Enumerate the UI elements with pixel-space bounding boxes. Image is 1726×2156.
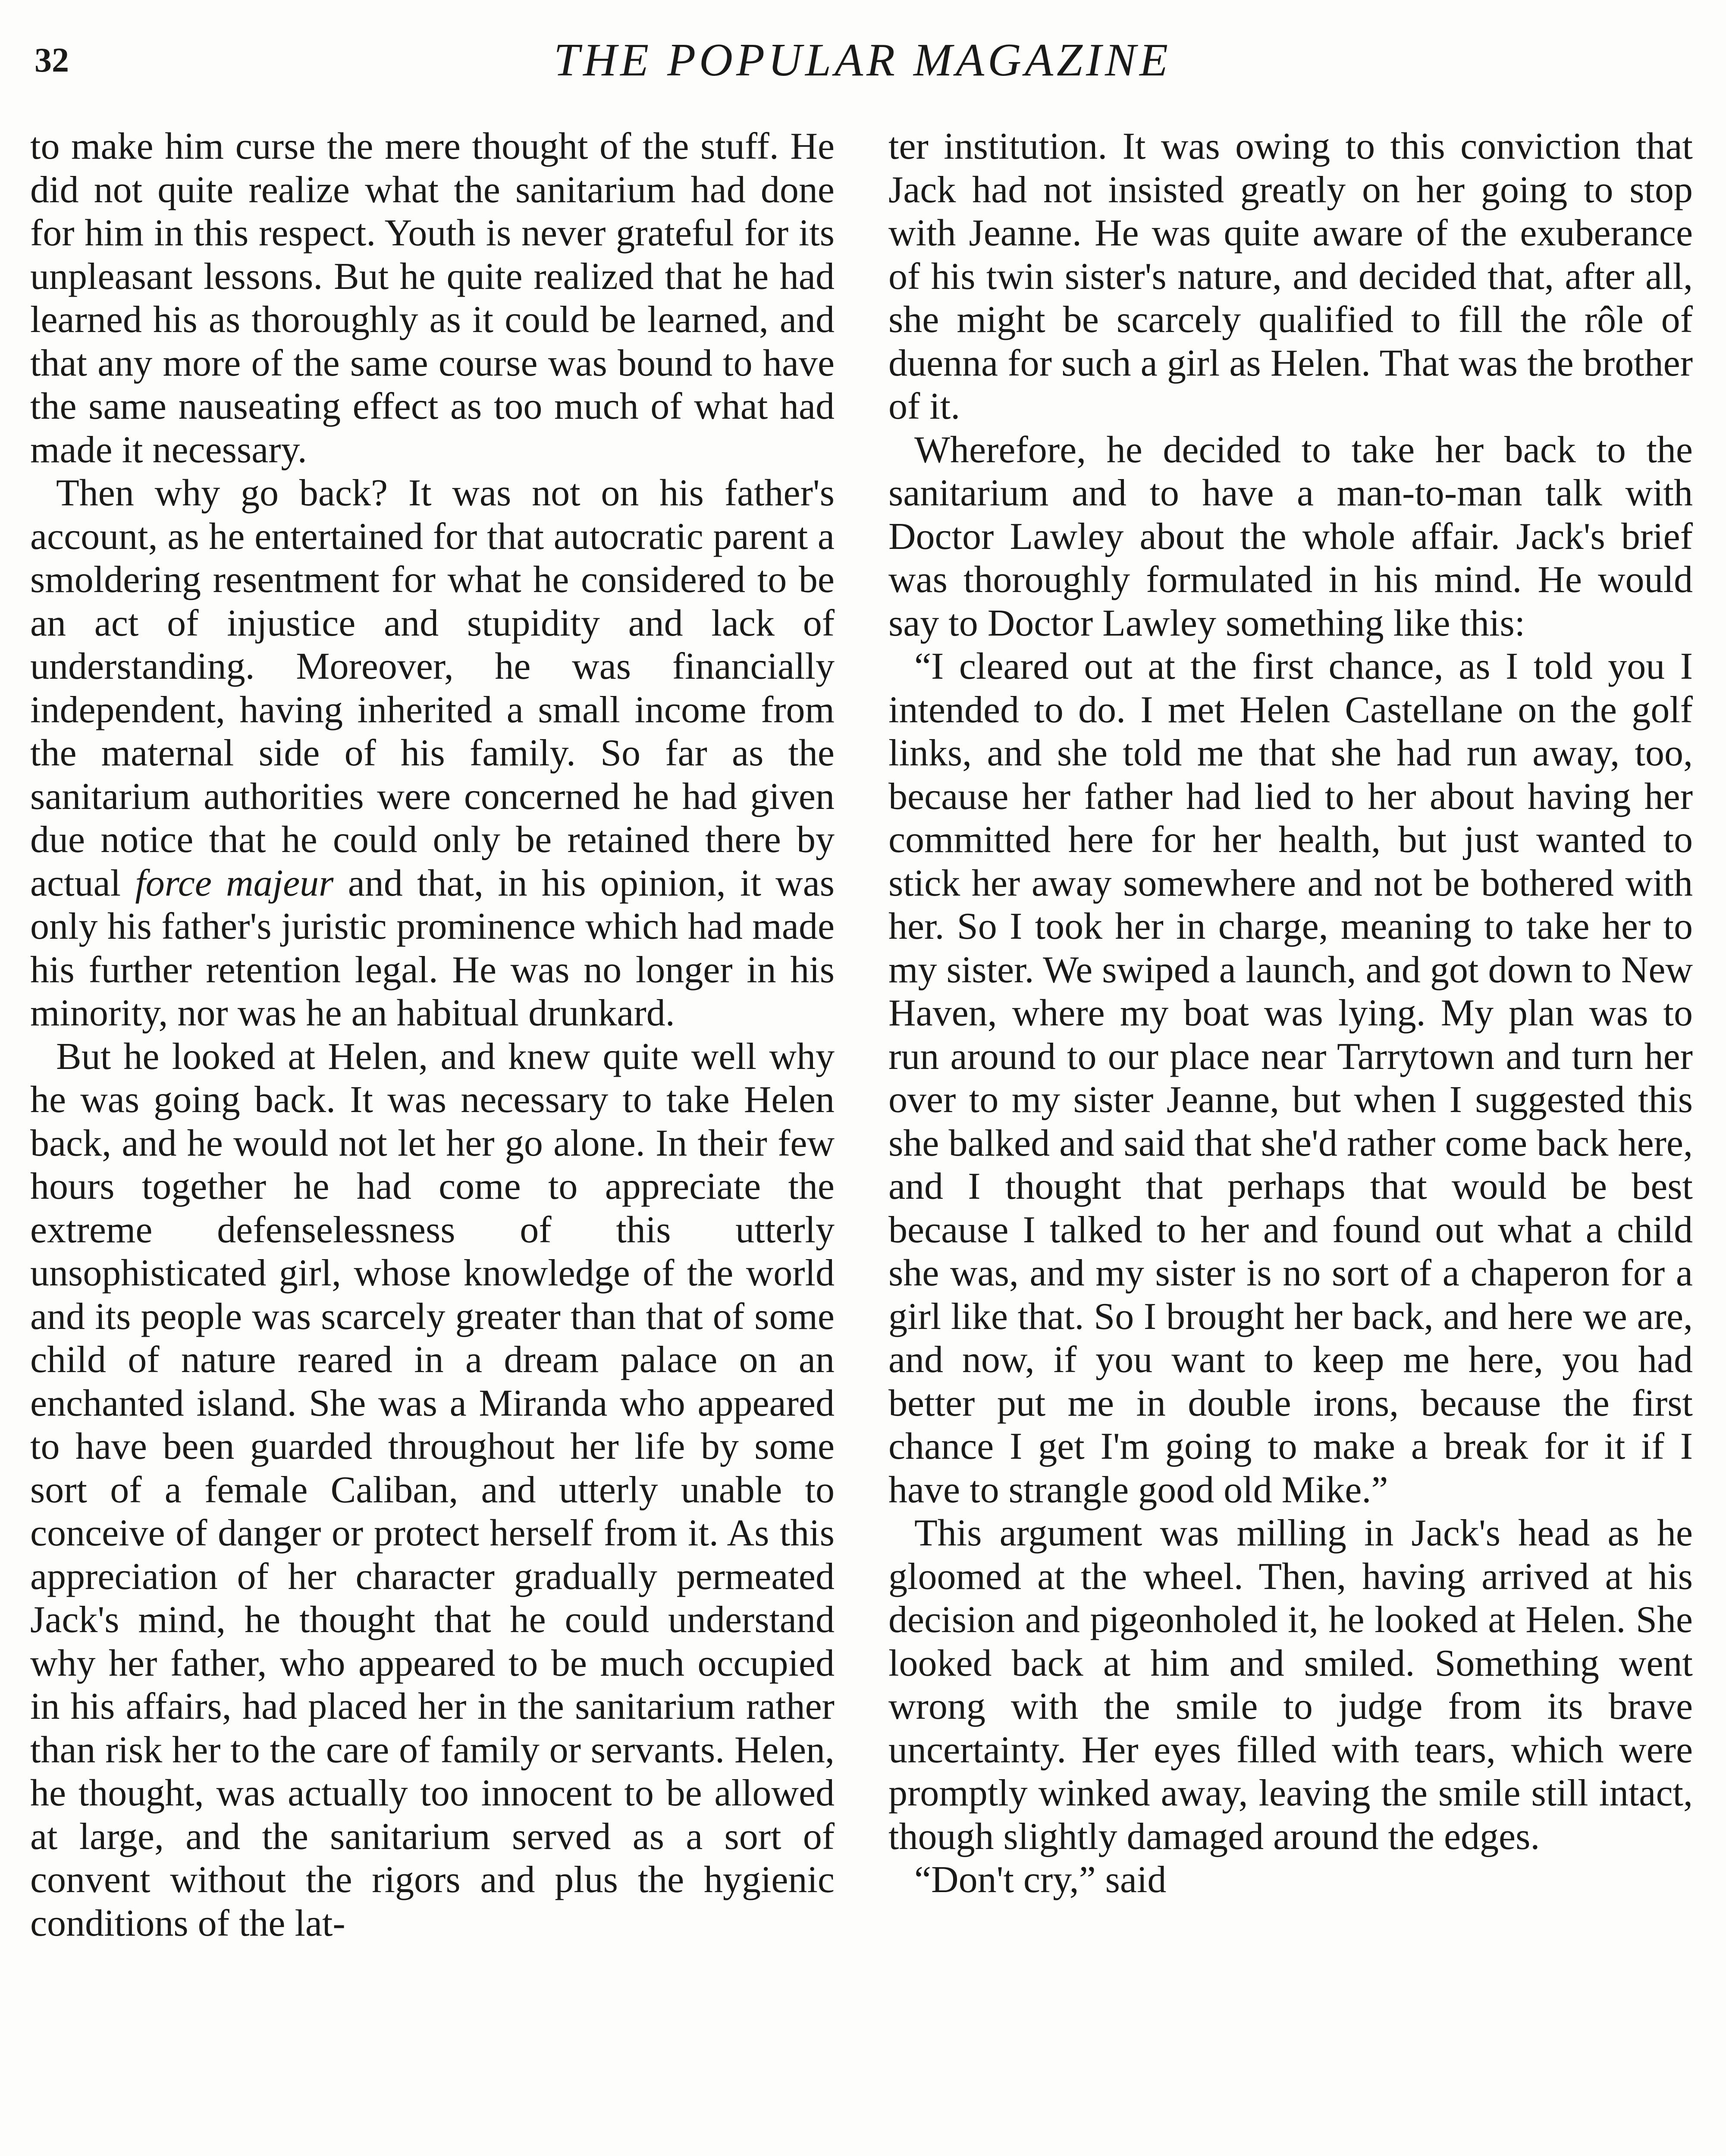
right-column [888,125,1693,2156]
paragraph: “I cleared out at the first chance, as I told you I intended to do. I met Helen Castellane on the golf links, and she told me that she had run away, too, because her father had lied to her about having her committed here for her health, but just wanted to stick her away somewhere and not be bothered with her. So I took her in charge, meaning to take her to my sister. We swiped a launch, and got down to New Haven, where my boat was lying. My plan was to run around to our place near Tarrytown and turn her over to my sister Jeanne, but when I suggested this she balked and said that she'd rather come back here, and I thought that perhaps that would be best because I talked to her and found out what a child she was, and my sister is no sort of a chaperon for a girl like that. So I brought her back, and here we are, and now, if you want to keep me here, you had better put me in double irons, because the first chance I get I'm going to make a break for it if I have to strangle good old Mike.” [888,646,1693,1511]
paragraph-text: and that, in his opinion, it was only his father's juristic prominence which had made his further retention legal. He was no longer in his minority, nor was he an habitual drunkard. [30,862,835,1034]
left-column [30,125,835,2156]
running-title: THE POPULAR MAGAZINE [554,34,1171,86]
italic-phrase: force majeur [135,862,334,904]
paragraph: This argument was milling in Jack's head as he gloomed at the wheel. Then, having arrived at his decision and pigeonholed it, he looked at Helen. She looked back at him and smiled. Something went wrong with the smile to judge from its brave uncertainty. Her eyes filled with tears, which were promptly winked away, leaving the smile still intact, though slightly damaged around the edges. [888,1512,1693,1858]
page-number: 32 [35,41,69,79]
paragraph-text: Then why go back? It was not on his father's account, as he entertained for that autocratic parent a smoldering resentment for what he considered to be an act of injustice and stupidity and lack of understanding. Moreover, he was financially independent, having inherited a small income from the maternal side of his family. So far as the sanitarium authorities were concerned he had given due notice that he could only be retained there by actual [30,472,835,904]
paragraph: ter institution. It was owing to this conviction that Jack had not insisted greatly on her going to stop with Jeanne. He was quite aware of the exuberance of his twin sister's nature, and decided that, after all, she might be scarcely qualified to fill the rôle of duenna for such a girl as Helen. That was the brother of it. [888,125,1693,427]
paragraph: to make him curse the mere thought of the stuff. He did not quite realize what the sanitarium had done for him in this respect. Youth is never grateful for its unpleasant lessons. But he quite realized that he had learned his as thoroughly as it could be learned, and that any more of the same course was bound to have the same nauseating effect as too much of what had made it necessary. [30,125,835,471]
paragraph: But he looked at Helen, and knew quite well why he was going back. It was necessary to take Helen back, and he would not let her go alone. In their few hours together he had come to appreciate the extreme defenselessness of this utterly unsophisticated girl, whose knowledge of the world and its people was scarcely greater than that of some child of nature reared in a dream palace on an enchanted island. She was a Miranda who appeared to have been guarded throughout her life by some sort of a female Caliban, and utterly unable to conceive of danger or protect herself from it. As this appreciation of her character gradually permeated Jack's mind, he thought that he could understand why her father, who appeared to be much occupied in his affairs, had placed her in the sanitarium rather than risk her to the care of family or servants. Helen, he thought, was actually too innocent to be allowed at large, and the sanitarium served as a sort of convent without the rigors and plus the hygienic conditions of the lat- [30,1035,835,1944]
paragraph: Wherefore, he decided to take her back to the sanitarium and to have a man-to-man talk with Doctor Lawley about the whole affair. Jack's brief was thoroughly formulated in his mind. He would say to Doctor Lawley something like this: [888,429,1693,644]
paragraph [30,472,835,1035]
paragraph: “Don't cry,” said [914,1859,1167,1901]
page-header [26,30,1699,91]
